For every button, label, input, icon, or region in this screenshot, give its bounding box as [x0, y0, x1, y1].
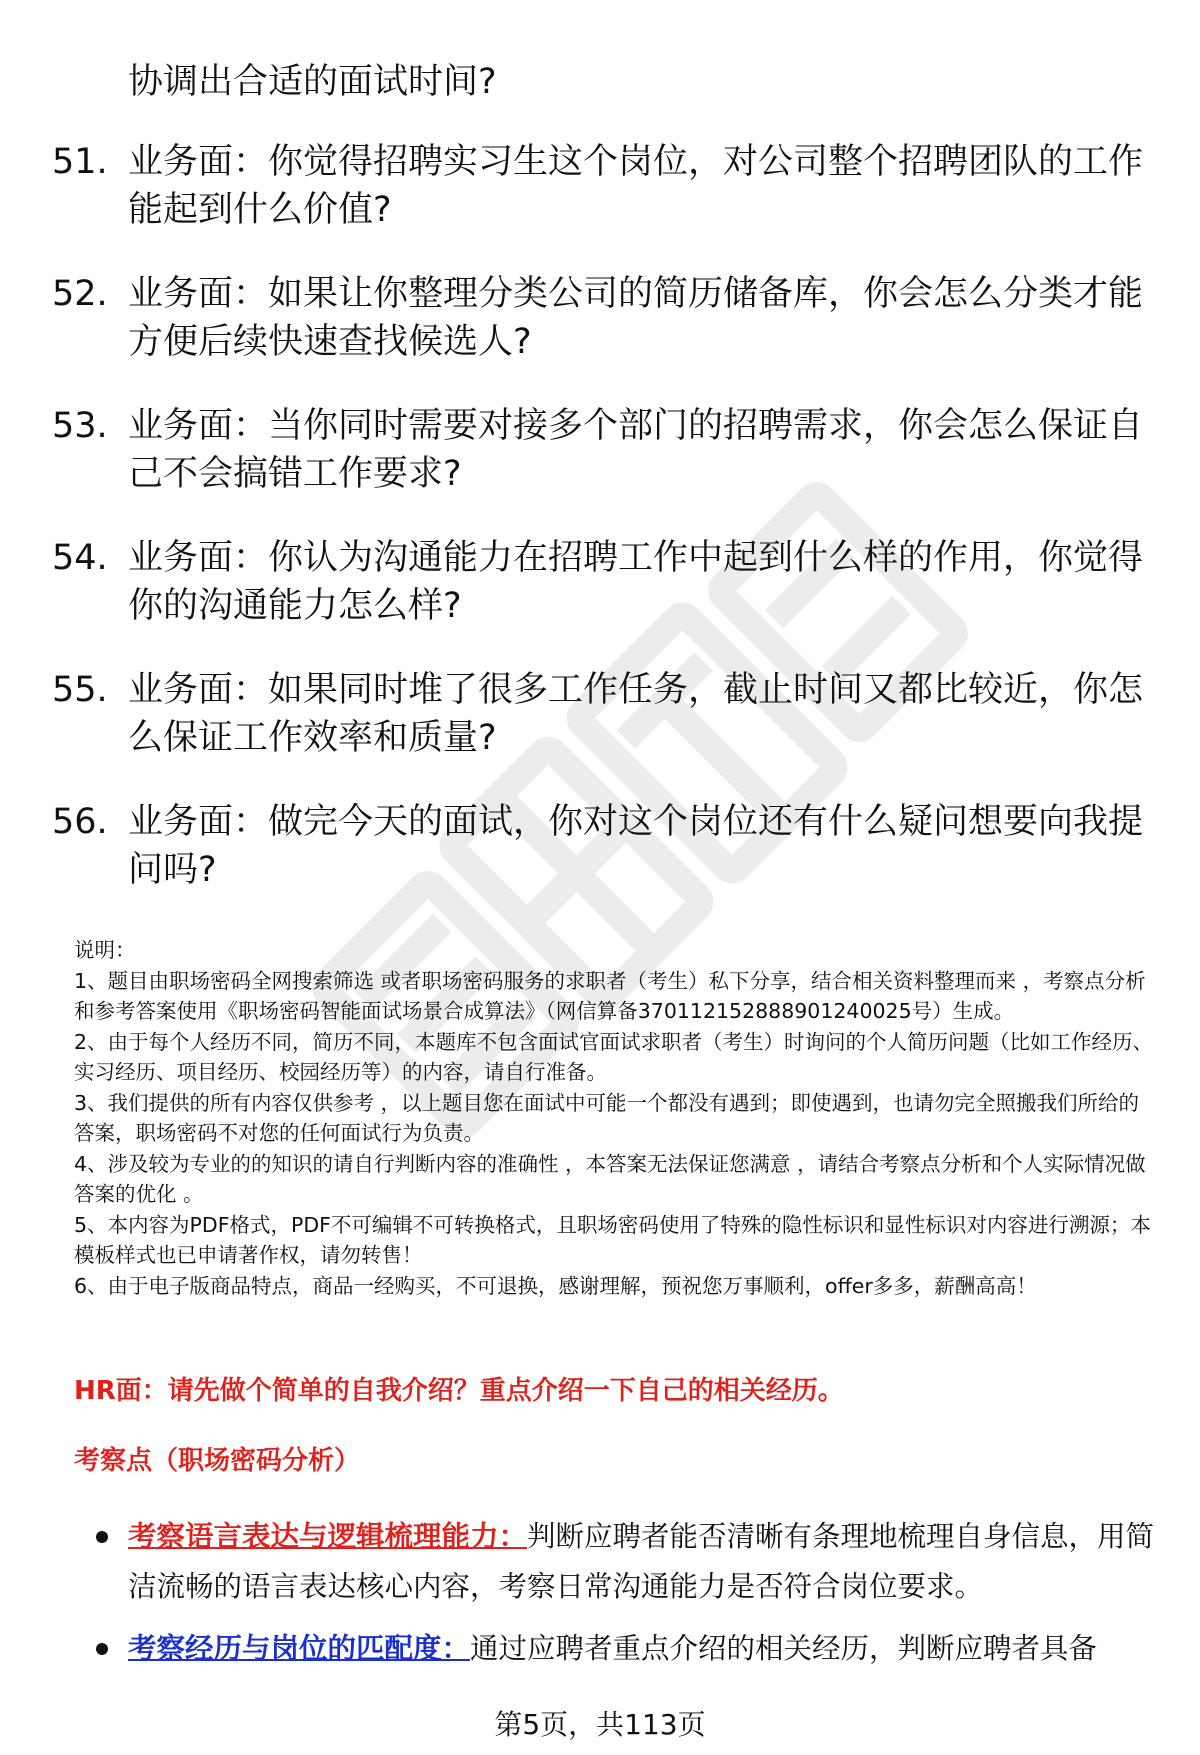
question-number: 54.	[52, 538, 108, 578]
bullet-icon	[96, 1643, 108, 1655]
question-item	[52, 138, 1152, 234]
question-number: 51.	[52, 142, 108, 182]
key-point-label: 考察语言表达与逻辑梳理能力：	[128, 1520, 528, 1553]
question-text: 业务面：如果让你整理分类公司的简历储备库，你会怎么分类才能方便后续快速查找候选人?	[128, 274, 1144, 362]
question-text: 业务面：当你同时需要对接多个部门的招聘需求，你会怎么保证自己不会搞错工作要求?	[128, 406, 1144, 494]
note-item: 4、涉及较为专业的的知识的请自行判断内容的准确性 ，本答案无法保证您满意 ，请结合考察点分析和个人实际情况做答案的优化 。	[74, 1151, 1146, 1206]
notes-heading: 说明：	[74, 938, 136, 962]
question-text: 业务面：如果同时堆了很多工作任务，截止时间又都比较近，你怎么保证工作效率和质量?	[128, 670, 1144, 758]
continued-question-text: 协调出合适的面试时间?	[128, 62, 497, 102]
question-item	[52, 402, 1152, 498]
bullet-icon	[96, 1531, 108, 1543]
question-item	[52, 798, 1152, 894]
key-points-title: 考察点（职场密码分析）	[74, 1446, 361, 1476]
key-point-text: 判断应聘者能否清晰有条理地梳理自身信息，用简洁流畅的语言表达核心内容，考察日常沟通能力是否符合岗位要求。	[128, 1520, 1155, 1603]
notes-section	[74, 935, 1159, 1301]
note-item: 1、题目由职场密码全网搜索筛选 或者职场密码服务的求职者（考生）私下分享，结合相关资料整理而来 ，考察点分析和参考答案使用《职场密码智能面试场景合成算法》（网信算备370112152888901240025号）生成。	[74, 968, 1146, 1023]
question-item	[52, 270, 1152, 366]
question-number: 53.	[52, 406, 108, 446]
question-item	[52, 534, 1152, 630]
question-item	[52, 666, 1152, 762]
page-number-footer: 第5页，共113页	[494, 1708, 706, 1741]
key-points-list	[96, 1512, 1156, 1686]
question-number: 56.	[52, 802, 108, 842]
key-point-item	[96, 1624, 1156, 1674]
key-point-item	[96, 1512, 1156, 1612]
note-item: 5、本内容为PDF格式，PDF不可编辑不可转换格式，且职场密码使用了特殊的隐性标识和显性标识对内容进行溯源；本模板样式也已申请著作权，请勿转售！	[74, 1212, 1151, 1267]
note-item: 6、由于电子版商品特点，商品一经购买，不可退换，感谢理解，预祝您万事顺利，offer多多，薪酬高高！	[74, 1273, 1037, 1298]
key-point-text: 通过应聘者重点介绍的相关经历，判断应聘者具备	[470, 1632, 1098, 1665]
note-item: 3、我们提供的所有内容仅供参考 ，以上题目您在面试中可能一个都没有遇到；即使遇到，也请勿完全照搬我们所给的答案，职场密码不对您的任何面试行为负责。	[74, 1090, 1140, 1145]
question-number: 52.	[52, 274, 108, 314]
note-item: 2、由于每个人经历不同，简历不同，本题库不包含面试官面试求职者（考生）时询问的个人简历问题（比如工作经历、实习经历、项目经历、校园经历等）的内容，请自行准备。	[74, 1029, 1154, 1084]
question-list	[52, 138, 1152, 930]
hr-question-heading: HR面：请先做个简单的自我介绍？重点介绍一下自己的相关经历。	[74, 1376, 844, 1406]
question-number: 55.	[52, 670, 108, 710]
question-text: 业务面：你认为沟通能力在招聘工作中起到什么样的作用，你觉得你的沟通能力怎么样?	[128, 538, 1144, 626]
question-text: 业务面：做完今天的面试，你对这个岗位还有什么疑问想要向我提问吗?	[128, 802, 1144, 890]
key-point-label: 考察经历与岗位的匹配度：	[128, 1632, 471, 1665]
question-text: 业务面：你觉得招聘实习生这个岗位，对公司整个招聘团队的工作能起到什么价值?	[128, 142, 1144, 230]
